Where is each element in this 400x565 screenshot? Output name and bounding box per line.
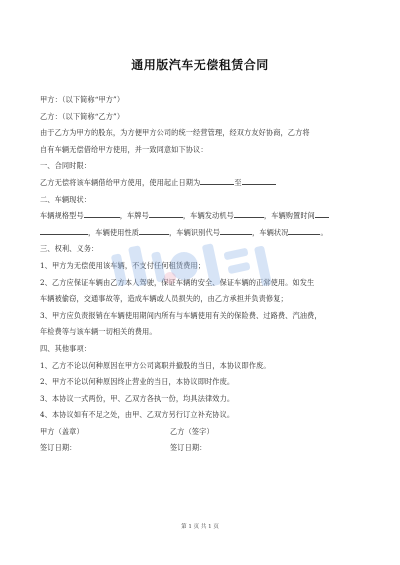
section-2-heading: 二、车辆现状： <box>40 194 92 204</box>
vehicle-model-blank[interactable] <box>84 209 120 218</box>
intro-line-2: 自有车辆无偿借给甲方使用，并一致同意如下协议： <box>40 144 208 154</box>
document-body <box>40 92 365 457</box>
intro-line-1: 由于乙方为甲方的股东，为方便甲方公司的统一经营管理，经双方友好协商，乙方将 <box>40 128 310 138</box>
section-1-text <box>40 175 365 192</box>
section-1-text-a: 乙方无偿将该车辆借给甲方使用，使用起止日期为 <box>40 177 201 187</box>
section-1-heading: 一、合同时限： <box>40 161 92 171</box>
nature-blank[interactable] <box>139 226 169 235</box>
row-end: 。 <box>320 227 328 237</box>
party-a-date-label: 签订日期： <box>40 443 77 453</box>
date-row <box>40 440 365 457</box>
party-b-line: 乙方：（以下简称“乙方”） <box>40 111 125 121</box>
section-4-item: 3、本协议一式两份，甲、乙双方各执一份，均具法律效力。 <box>40 393 235 403</box>
section-4-item: 4、本协议如有不足之处，由甲、乙双方另行订立补充协议。 <box>40 410 235 420</box>
document-title: 通用版汽车无偿租赁合同 <box>131 58 269 72</box>
section-3-item: 2、乙方应保证车辆由乙方本人驾驶，保证车辆的安全、保证车辆的正常使用。如发生 <box>40 277 315 287</box>
engine-label: ，车辆发动机号 <box>182 211 234 221</box>
section-4-item: 2、甲方不论以何种原因终止营业的当日，本协议即时作废。 <box>40 377 235 387</box>
engine-blank[interactable] <box>234 209 264 218</box>
section-4-item: 1、乙方不论以何种原因在甲方公司离职并撤股的当日，本协议即作废。 <box>40 360 271 370</box>
vehicle-row-2 <box>40 225 365 242</box>
purchase-blank-cont[interactable] <box>40 226 88 235</box>
section-3-item: 年检费等与该车辆一切相关的费用。 <box>40 327 157 337</box>
party-b-sign-label: 乙方（签字） <box>170 426 214 436</box>
purchase-label: ，车辆购置时间 <box>263 211 315 221</box>
vehicle-model-label: 车辆规格型号 <box>40 211 84 221</box>
section-3-item: 1、甲方为无偿使用该车辆，不支付任何租赁费用； <box>40 260 206 270</box>
vin-blank[interactable] <box>220 226 252 235</box>
plate-label: ，车牌号 <box>119 211 149 221</box>
vehicle-row-1 <box>40 208 365 225</box>
section-3-heading: 三、权利、义务： <box>40 244 99 254</box>
plate-blank[interactable] <box>149 209 183 218</box>
party-a-seal-label: 甲方（盖章） <box>40 426 84 436</box>
status-blank[interactable] <box>288 226 320 235</box>
section-3-item: 3、甲方应负责报销在车辆使用期间内所有与车辆使用有关的保险费、过路费、汽油费， <box>40 310 322 320</box>
section-3-item: 车辆被偷窃，交通事故等，造成车辆或人员损失的，由乙方承担并负责修复； <box>40 294 288 304</box>
start-date-blank[interactable] <box>200 176 234 185</box>
end-date-blank[interactable] <box>242 176 276 185</box>
status-label: ，车辆状况 <box>252 227 289 237</box>
signature-row <box>40 424 365 441</box>
page-footer: 第 1 页 共 1 页 <box>181 524 219 530</box>
party-a-line: 甲方：（以下简称“甲方”） <box>40 95 125 104</box>
vin-label: ，车辆识别代号 <box>169 227 221 237</box>
party-b-date-label: 签订日期： <box>170 443 207 453</box>
section-4-heading: 四、其他事项： <box>40 343 92 353</box>
section-1-text-to: 至 <box>234 177 242 187</box>
purchase-blank[interactable] <box>315 209 329 218</box>
nature-label: ，车辆使用性质 <box>88 227 140 237</box>
